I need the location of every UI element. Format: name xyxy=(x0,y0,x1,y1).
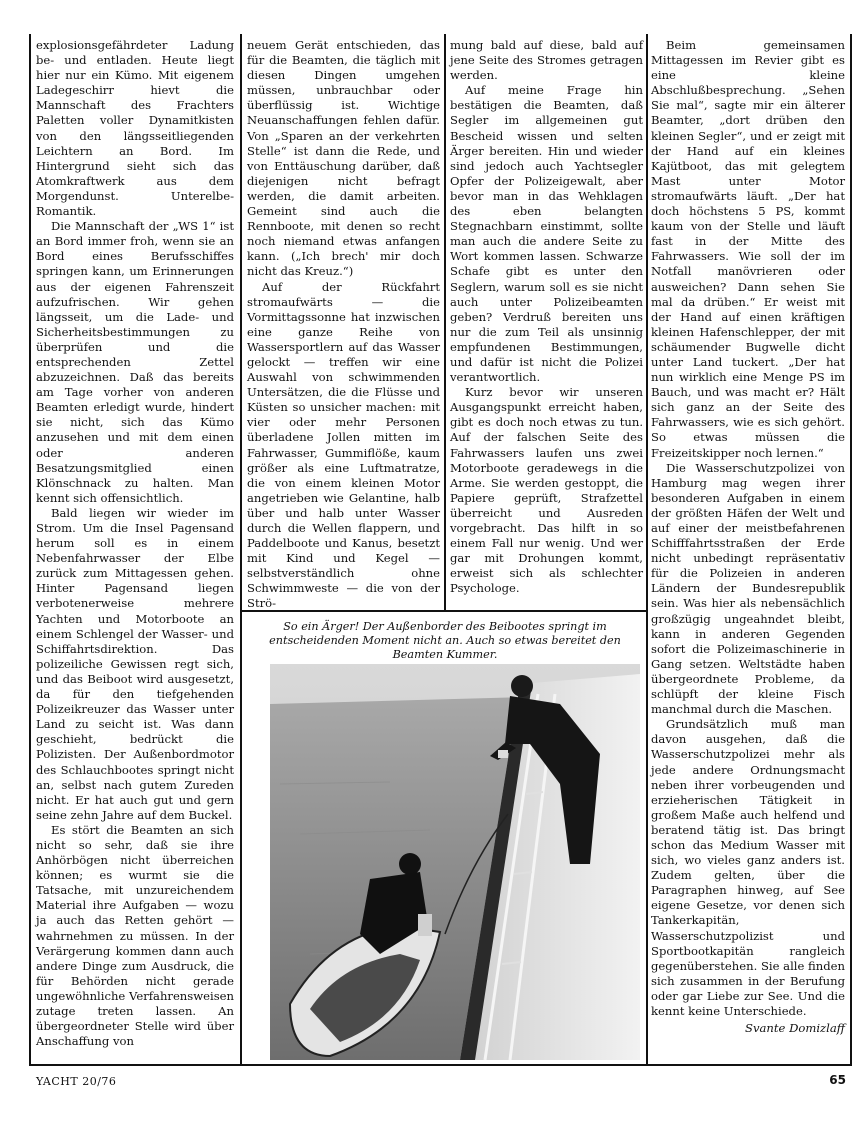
paragraph: Es stört die Beamten an sich nicht so sehr, daß sie ihre Anhörbögen nicht überreichen können; es wurmt sie die Tatsache, mit unzureichendem Material ihre Aufgaben — wozu ja auch das Retten gehört — wahrnehmen zu müssen. In der Verärgerung kommen dann auch andere Dinge zum Ausdruck, die für Behörden nicht gerade ungewöhnliche Verfahrensweisen zutage treten lassen. An übergeordneter Stelle wird über Anschaffung von xyxy=(36,822,234,1049)
paragraph: Grundsätzlich muß man davon ausgehen, daß die Wasserschutzpolizei mehr als jede andere Ordnungsmacht neben ihrer vorbeugenden und erzieherischen Tätigkeit in großem Maße auch helfend und beratend tätig ist. Das bringt schon das Medium Wasser mit sich, wo vieles ganz anders ist. Zudem gelten, über die Paragraphen hinweg, auf See eigene Gesetze, vor denen sich Tankerkapitän, Wasserschutzpolizist und Sportbootkapitän rangleich gegenüberstehen. Sie alle finden sich zusammen in der Berufung oder gar Liebe zur See. Und die kennt keine Unterschiede. xyxy=(651,717,845,1018)
paragraph: Auf meine Frage hin bestätigen die Beamten, daß Segler im allgemeinen gut Bescheid wissen und selten Ärger bereiten. Hin und wieder sind jedoch auch Yachtsegler Opfer der Polizeigewalt, aber bevor man in das Wehklagen des eben belangten Stegnachbarn einstimmt, sollte man auch die andere Seite zu Wort kommen lassen. Schwarze Schafe gibt es unter den Seglern, warum soll es sie nicht auch unter Polizeibeamten geben? Verdruß bereiten uns nur die zum Teil als unsinnig empfundenen Bestimmungen, und dafür ist nicht die Polizei verantwortlich. xyxy=(450,83,643,385)
column-rule-2 xyxy=(444,34,446,612)
paragraph: Kurz bevor wir unseren Ausgangspunkt erreicht haben, gibt es doch noch etwas zu tun. Auf der falschen Seite des Fahrwassers laufen uns zwei Motorboote geradewegs in die Arme. Sie werden gestoppt, die Papiere geprüft, Strafzettel überreicht und Ausreden vorgebracht. Das hilft in so einem Fall nur wenig. Und wer gar mit Drohungen kommt, erweist sich als schlechter Psychologe. xyxy=(450,385,643,596)
photo-caption: So ein Ärger! Der Außenborder des Beibootes springt im entscheidenden Moment nicht an. Auch so etwas bereitet den Beamten Kummer. xyxy=(269,620,621,662)
magazine-issue: YACHT 20/76 xyxy=(36,1075,117,1088)
paragraph: Die Mannschaft der „WS 1“ ist an Bord immer froh, wenn sie an Bord eines Berufsschiffes springen kann, um Erinnerungen aus der eigenen Fahrenszeit aufzufrischen. Wir gehen längsseit, um die Lade- und Sicherheitsbestimmungen zu überprüfen und die entsprechenden Zettel abzuzeichnen. Daß das bereits am Tage vorher von anderen Beamten erledigt wurde, hindert sie nicht, sich das Kümo anzusehen und mit dem einen oder anderen Besatzungsmitglied einen Klönschnack zu halten. Man kennt sich offensichtlich. xyxy=(36,219,234,505)
article-column-3 xyxy=(450,38,643,608)
article-column-2 xyxy=(247,38,440,611)
paragraph: mung bald auf diese, bald auf jene Seite des Stromes getragen werden. xyxy=(450,38,643,83)
paragraph: Die Wasserschutzpolizei von Hamburg mag wegen ihrer besonderen Aufgaben in einem der größten Häfen der Welt und auf einer der meistbefahrenen Schifffahrtsstraßen der Erde nicht unbedingt repräsentativ für die Polizeien in anderen Ländern der Bundesrepublik sein. Was hier als nebensächlich großzügig ungeahndet bleibt, kann in anderen Gegenden sofort die Polizeimaschinerie in Gang setzen. Weltstädte haben übergeordnete Probleme, da schlüpft der kleine Fisch manchmal durch die Maschen. xyxy=(651,460,845,717)
page-bottom-rule xyxy=(29,1064,852,1066)
article-column-4 xyxy=(651,38,845,1064)
column-rule-1 xyxy=(240,34,242,1066)
column-rule-right xyxy=(850,34,852,1066)
paragraph: neuem Gerät entschieden, das für die Beamten, die täglich mit diesen Dingen umgehen müssen, unbrauchbar oder überflüssig ist. Wichtige Neuanschaffungen fehlen dafür. Von „Sparen an der verkehrten Stelle“ ist dann die Rede, und von Enttäuschung darüber, daß diejenigen nicht befragt werden, die damit arbeiten. Gemeint sind auch die Rennboote, mit denen so recht noch niemand etwas anfangen kann. („Ich brech' mir doch nicht das Kreuz.“) xyxy=(247,38,440,279)
paragraph: Beim gemeinsamen Mittagessen im Revier gibt es eine kleine Abschlußbesprechung. „Sehen Sie mal“, sagte mir ein älterer Beamter, „dort drüben den kleinen Segler“, und er zeigt mit der Hand auf ein kleines Kajütboot, das mit gelegtem Mast unter Motor stromaufwärts läuft. „Der hat doch höchstens 5 PS, kommt kaum von der Stelle und läuft fast in der Mitte des Fahrwassers. Wie soll der im Notfall manövrieren oder ausweichen? Dann sehen Sie mal da drüben.“ Er weist mit der Hand auf einen kräftigen kleinen Hafenschlepper, der mit schäumender Bugwelle dicht unter Land tuckert. „Der hat nun wirklich eine Menge PS im Bauch, und was macht er? Hält sich ganz an der Seite des Fahrwassers, wie es sich gehört. So etwas müssen die Freizeitskipper noch lernen.“ xyxy=(651,38,845,460)
article-column-1 xyxy=(36,38,234,1064)
author-signature: Svante Domizlaff xyxy=(745,1021,845,1036)
paragraph: Bald liegen wir wieder im Strom. Um die Insel Pagensand herum soll es in einem Nebenfahrwasser der Elbe zurück zum Mittagessen gehen. Hinter Pagensand liegen verbotenerweise mehrere Yachten und Motorboote an einem Schlengel der Wasser- und Schiffahrtsdirektion. Das polizeiliche Gewissen regt sich, und das Beiboot wird ausgesetzt, da für den tiefgehenden Polizeikreuzer das Wasser unter Land zu seicht ist. Was dann geschieht, bedrückt die Polizisten. Der Außenbordmotor des Schlauchbootes springt nicht an, selbst nach gutem Zureden nicht. Er hat auch gut und gern seine zehn Jahre auf dem Buckel. xyxy=(36,505,234,822)
paragraph: explosionsgefährdeter Ladung be- und entladen. Heute liegt hier nur ein Kümo. Mit eigenem Ladegeschirr hievt die Mannschaft des Frachters Paletten voller Dynamitkisten von den längsseitliegenden Leichtern an Bord. Im Hintergrund sieht sich das Atomkraftwerk aus dem Morgendunst. Unterelbe-Romantik. xyxy=(36,38,234,219)
column-rule-left xyxy=(29,34,31,1066)
column-rule-3 xyxy=(646,34,648,1066)
page-number: 65 xyxy=(829,1073,846,1087)
photo-illustration xyxy=(270,664,640,1060)
photo-police-boat-dinghy xyxy=(270,664,640,1060)
paragraph: Auf der Rückfahrt stromaufwärts — die Vormittagssonne hat inzwischen eine ganze Reihe von Wassersportlern auf das Wasser gelockt — treffen wir eine Auswahl von schwimmenden Untersätzen, die die Flüsse und Küsten so unsicher machen: mit vier oder mehr Personen überladene Jollen mitten im Fahrwasser, Gummiflöße, kaum größer als eine Luftmatratze, die von einem kleinen Motor angetrieben wie Gelantine, halb über und halb unter Wasser durch die Wellen flappern, und Paddelboote und Kanus, besetzt mit Kind und Kegel — selbstverständlich ohne Schwimmweste — die von der Strö- xyxy=(247,279,440,611)
